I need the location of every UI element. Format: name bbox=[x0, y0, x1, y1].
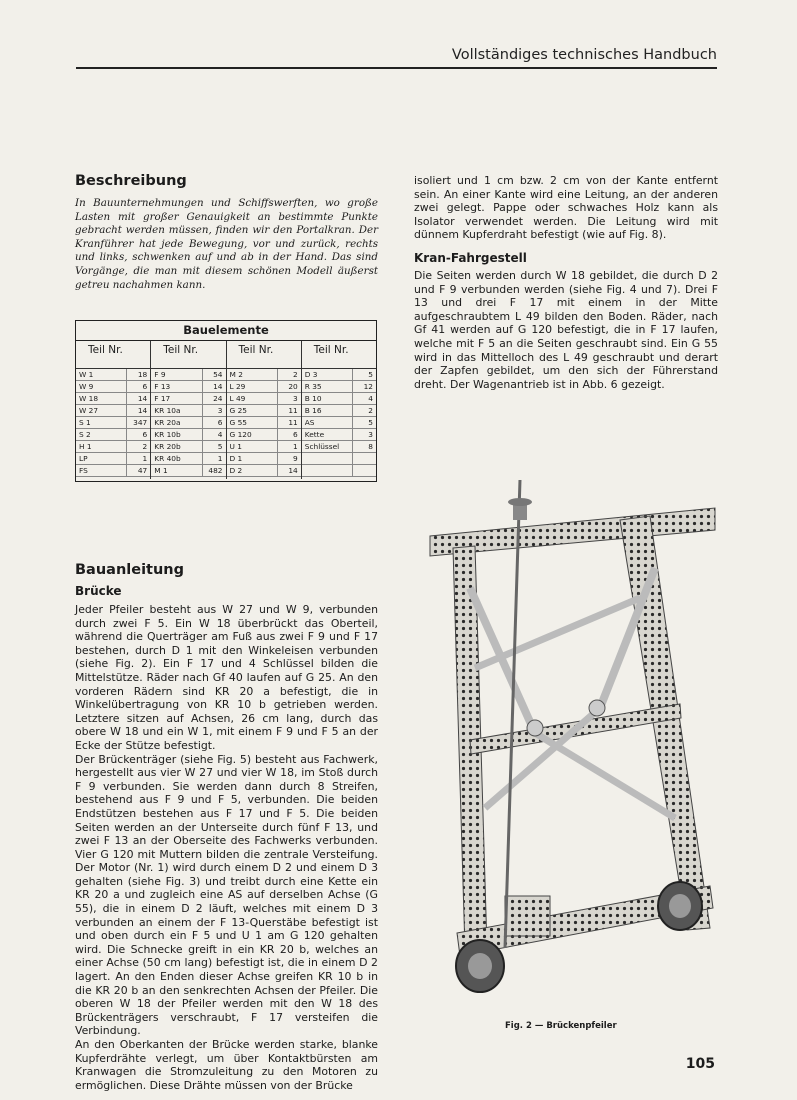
part-name: KR 20b bbox=[151, 441, 202, 452]
part-name: Schlüssel bbox=[302, 441, 353, 452]
part-name: KR 10b bbox=[151, 429, 202, 440]
part-name: S 1 bbox=[76, 417, 127, 428]
parts-row bbox=[76, 417, 150, 429]
part-quantity: 14 bbox=[137, 406, 148, 415]
part-quantity: 4 bbox=[217, 430, 223, 439]
part-name: F 13 bbox=[151, 381, 202, 392]
part-quantity: 4 bbox=[368, 394, 373, 403]
part-quantity: 14 bbox=[288, 466, 298, 475]
parts-row bbox=[76, 381, 150, 393]
part-quantity: 14 bbox=[137, 394, 148, 403]
part-quantity: 6 bbox=[293, 430, 298, 439]
parts-column-header: Teil Nr. bbox=[227, 341, 301, 369]
part-quantity: 347 bbox=[133, 418, 148, 427]
part-quantity: 24 bbox=[213, 394, 223, 403]
parts-row bbox=[76, 453, 150, 465]
parts-row bbox=[227, 393, 301, 405]
parts-row bbox=[151, 405, 225, 417]
part-quantity: 9 bbox=[293, 454, 298, 463]
part-quantity: 1 bbox=[217, 454, 223, 463]
continuation-text: isoliert und 1 cm bzw. 2 cm von der Kante entfernt sein. An einer Kante wird eine Leitung, an der anderen zwei gelegt. Pappe oder schwaches Holz kann als Isolator verwendet werden. Die Leitung wird mit dünnem Kupferdraht befestigt (wie auf Fig. 8). bbox=[414, 174, 718, 242]
parts-row bbox=[227, 429, 301, 441]
part-name bbox=[302, 453, 353, 464]
part-quantity: 6 bbox=[142, 382, 148, 391]
parts-row bbox=[76, 465, 150, 477]
part-quantity: 6 bbox=[217, 418, 223, 427]
part-quantity bbox=[353, 465, 376, 476]
part-quantity: 54 bbox=[213, 370, 223, 379]
running-header: Vollständiges technisches Handbuch bbox=[451, 47, 717, 63]
assembly-paragraph: An den Oberkanten der Brücke werden starke, blanke Kupferdrähte verlegt, um über Kontaktbürsten am Kranwagen die Stromzuleitung zu den Motoren zu ermöglichen. Diese Drähte müssen von der Brücke bbox=[75, 1038, 378, 1092]
assembly-paragraph: Jeder Pfeiler besteht aus W 27 und W 9, verbunden durch zwei F 5. Ein W 18 überbrückt das Oberteil, während die Querträger am Fuß aus zwei F 9 und F 17 bestehen, durch D 1 mit den Winkeleisen verbunden (siehe Fig. 2). Ein F 17 und 4 Schlüssel bilden die Mittelstütze. Räder nach Gf 40 laufen auf G 25. An den vorderen Rädern sind KR 20 a befestigt, die in Winkelübertragung von KR 10 b getrieben werden. Letztere sitzen auf Achsen, 26 cm lang, durch das obere W 18 und ein W 1, mit einem F 9 und F 5 an der Ecke der Stütze befestigt. bbox=[75, 603, 378, 752]
parts-row bbox=[76, 369, 150, 381]
parts-row bbox=[151, 369, 225, 381]
part-name: Kette bbox=[302, 429, 353, 440]
part-quantity: 8 bbox=[368, 442, 373, 451]
part-name: LP bbox=[76, 453, 127, 464]
part-name: D 3 bbox=[302, 369, 353, 380]
parts-row bbox=[76, 405, 150, 417]
part-quantity: 3 bbox=[217, 406, 223, 415]
parts-row bbox=[151, 429, 225, 441]
part-quantity: 11 bbox=[288, 418, 298, 427]
assembly-section bbox=[75, 562, 378, 1092]
part-quantity: 482 bbox=[208, 466, 223, 475]
part-name: W 18 bbox=[76, 393, 127, 404]
part-name: F 17 bbox=[151, 393, 202, 404]
parts-row bbox=[302, 417, 376, 429]
assembly-heading: Bauanleitung bbox=[75, 562, 184, 578]
part-quantity: 2 bbox=[368, 406, 373, 415]
parts-row bbox=[227, 453, 301, 465]
parts-row bbox=[151, 381, 225, 393]
parts-table bbox=[75, 320, 377, 482]
header-rule bbox=[76, 67, 717, 69]
part-name: KR 40b bbox=[151, 453, 202, 464]
parts-column-header: Teil Nr. bbox=[302, 341, 376, 369]
part-quantity bbox=[353, 453, 376, 464]
parts-row bbox=[227, 381, 301, 393]
part-quantity: 6 bbox=[142, 430, 148, 439]
parts-column-header: Teil Nr. bbox=[151, 341, 225, 369]
parts-row bbox=[302, 405, 376, 417]
chassis-text: Die Seiten werden durch W 18 gebildet, die durch D 2 und F 9 verbunden werden (siehe Fig. 4 und 7). Drei F 13 und drei F 17 mit einem in der Mitte aufgeschraubtem L 49 bilden den Boden. Räder, nach Gf 41 werden auf G 120 befestigt, die in F 17 laufen, welche mit F 5 an die Seiten geschraubt sind. Ein G 55 wird in das Mittelloch des L 49 geschraubt und derart der Zapfen gebildet, um den sich der Führerstand dreht. Der Wagenantrieb ist in Abb. 6 gezeigt. bbox=[414, 268, 718, 391]
part-quantity: 18 bbox=[137, 370, 148, 379]
part-name: KR 10a bbox=[151, 405, 202, 416]
figure-caption: Fig. 2 — Brückenpfeiler bbox=[505, 1021, 617, 1031]
part-name: D 2 bbox=[227, 465, 278, 476]
bridge-subheading: Brücke bbox=[75, 584, 122, 598]
part-name: G 25 bbox=[227, 405, 278, 416]
part-quantity: 5 bbox=[368, 370, 373, 379]
part-quantity: 3 bbox=[368, 430, 373, 439]
part-name bbox=[302, 465, 353, 476]
part-quantity: 1 bbox=[293, 442, 298, 451]
part-name: FS bbox=[76, 465, 127, 476]
part-quantity: 47 bbox=[137, 466, 148, 475]
part-name: L 29 bbox=[227, 381, 278, 392]
part-quantity: 12 bbox=[363, 382, 373, 391]
part-name: U 1 bbox=[227, 441, 278, 452]
parts-row bbox=[151, 441, 225, 453]
description-section bbox=[75, 173, 378, 292]
part-name: B 16 bbox=[302, 405, 353, 416]
part-name: W 27 bbox=[76, 405, 127, 416]
chassis-heading: Kran-Fahrgestell bbox=[414, 250, 527, 265]
part-name: H 1 bbox=[76, 441, 127, 452]
parts-row bbox=[227, 405, 301, 417]
parts-row bbox=[227, 441, 301, 453]
parts-row bbox=[302, 429, 376, 441]
bridge-pier-photo bbox=[425, 478, 725, 1006]
part-name: G 55 bbox=[227, 417, 278, 428]
part-name: KR 20a bbox=[151, 417, 202, 428]
part-quantity: 11 bbox=[288, 406, 298, 415]
part-quantity: 1 bbox=[142, 454, 148, 463]
parts-row bbox=[302, 453, 376, 465]
parts-row bbox=[302, 441, 376, 453]
part-name: M 1 bbox=[151, 465, 202, 476]
parts-table-columns bbox=[76, 341, 376, 479]
right-column bbox=[414, 174, 718, 391]
parts-row bbox=[76, 393, 150, 405]
parts-column bbox=[227, 341, 302, 479]
parts-row bbox=[151, 417, 225, 429]
part-quantity: 3 bbox=[293, 394, 298, 403]
assembly-paragraph: Der Brückenträger (siehe Fig. 5) besteht aus Fachwerk, hergestellt aus vier W 27 und vier W 18, im Stoß durch F 9 verbunden. Sie werden dann durch 8 Streifen, bestehend aus F 9 und F 5, verbunden. Die beiden Endstützen bestehen aus F 17 und F 5. Die beiden Seiten werden an der Unterseite durch fünf F 13, und zwei F 13 an der Oberseite des Fachwerks verbunden. Vier G 120 mit Muttern bilden die zentrale Versteifung. Der Motor (Nr. 1) wird durch einem D 2 und einem D 3 gehalten (siehe Fig. 3) und treibt durch eine Kette ein KR 20 a und zugleich eine AS auf derselben Achse (G 55), die in einem D 2 läuft, welches mit einem D 3 verbunden an einem der F 13-Querstäbe befestigt ist und oben durch ein F 5 und U 1 am G 120 gehalten wird. Die Schnecke greift in ein KR 20 b, welches an einer Achse (50 cm lang) befestigt ist, die in einem D 2 lagert. An den Enden dieser Achse greifen KR 10 b in die KR 20 b an den senkrechten Achsen der Pfeiler. Die oberen W 18 der Pfeiler werden mit den W 18 des Brückenträgers verschraubt, F 17 versteifen die Verbindung. bbox=[75, 752, 378, 1038]
description-text: In Bauunternehmungen und Schiffswerften, wo große Lasten mit großer Genauigkeit an bestimmte Punkte gebracht werden müssen, finden wir den Portalkran. Der Kranführer hat jede Bewegung, vor und zurück, rechts und links, schwenken auf und ab in der Hand. Das sind Vorgänge, die man mit diesem schönen Modell äußerst getreu nachahmen kann. bbox=[75, 197, 378, 291]
part-name: S 2 bbox=[76, 429, 127, 440]
part-quantity: 14 bbox=[213, 382, 223, 391]
part-quantity: 2 bbox=[293, 370, 298, 379]
parts-row bbox=[302, 393, 376, 405]
parts-row bbox=[151, 465, 225, 477]
part-name: W 9 bbox=[76, 381, 127, 392]
description-heading: Beschreibung bbox=[75, 173, 187, 189]
part-name: R 35 bbox=[302, 381, 353, 392]
part-quantity: 2 bbox=[142, 442, 148, 451]
part-name: L 49 bbox=[227, 393, 278, 404]
parts-row bbox=[151, 393, 225, 405]
page-number: 105 bbox=[685, 1056, 715, 1072]
parts-row bbox=[76, 441, 150, 453]
part-name: M 2 bbox=[227, 369, 278, 380]
parts-column bbox=[302, 341, 376, 479]
part-name: F 9 bbox=[151, 369, 202, 380]
part-name: B 10 bbox=[302, 393, 353, 404]
parts-row bbox=[227, 465, 301, 477]
parts-row bbox=[227, 369, 301, 381]
part-quantity: 5 bbox=[217, 442, 223, 451]
parts-column bbox=[151, 341, 226, 479]
part-quantity: 20 bbox=[288, 382, 298, 391]
parts-column bbox=[76, 341, 151, 479]
parts-table-title: Bauelemente bbox=[76, 321, 376, 341]
part-name: W 1 bbox=[76, 369, 127, 380]
parts-row bbox=[227, 417, 301, 429]
parts-column-header: Teil Nr. bbox=[76, 341, 150, 369]
parts-row bbox=[302, 381, 376, 393]
assembly-text bbox=[75, 603, 378, 1092]
part-quantity: 5 bbox=[368, 418, 373, 427]
parts-row bbox=[302, 369, 376, 381]
parts-row bbox=[302, 465, 376, 477]
part-name: AS bbox=[302, 417, 353, 428]
part-name: D 1 bbox=[227, 453, 278, 464]
part-name: G 120 bbox=[227, 429, 278, 440]
parts-row bbox=[151, 453, 225, 465]
parts-row bbox=[76, 429, 150, 441]
